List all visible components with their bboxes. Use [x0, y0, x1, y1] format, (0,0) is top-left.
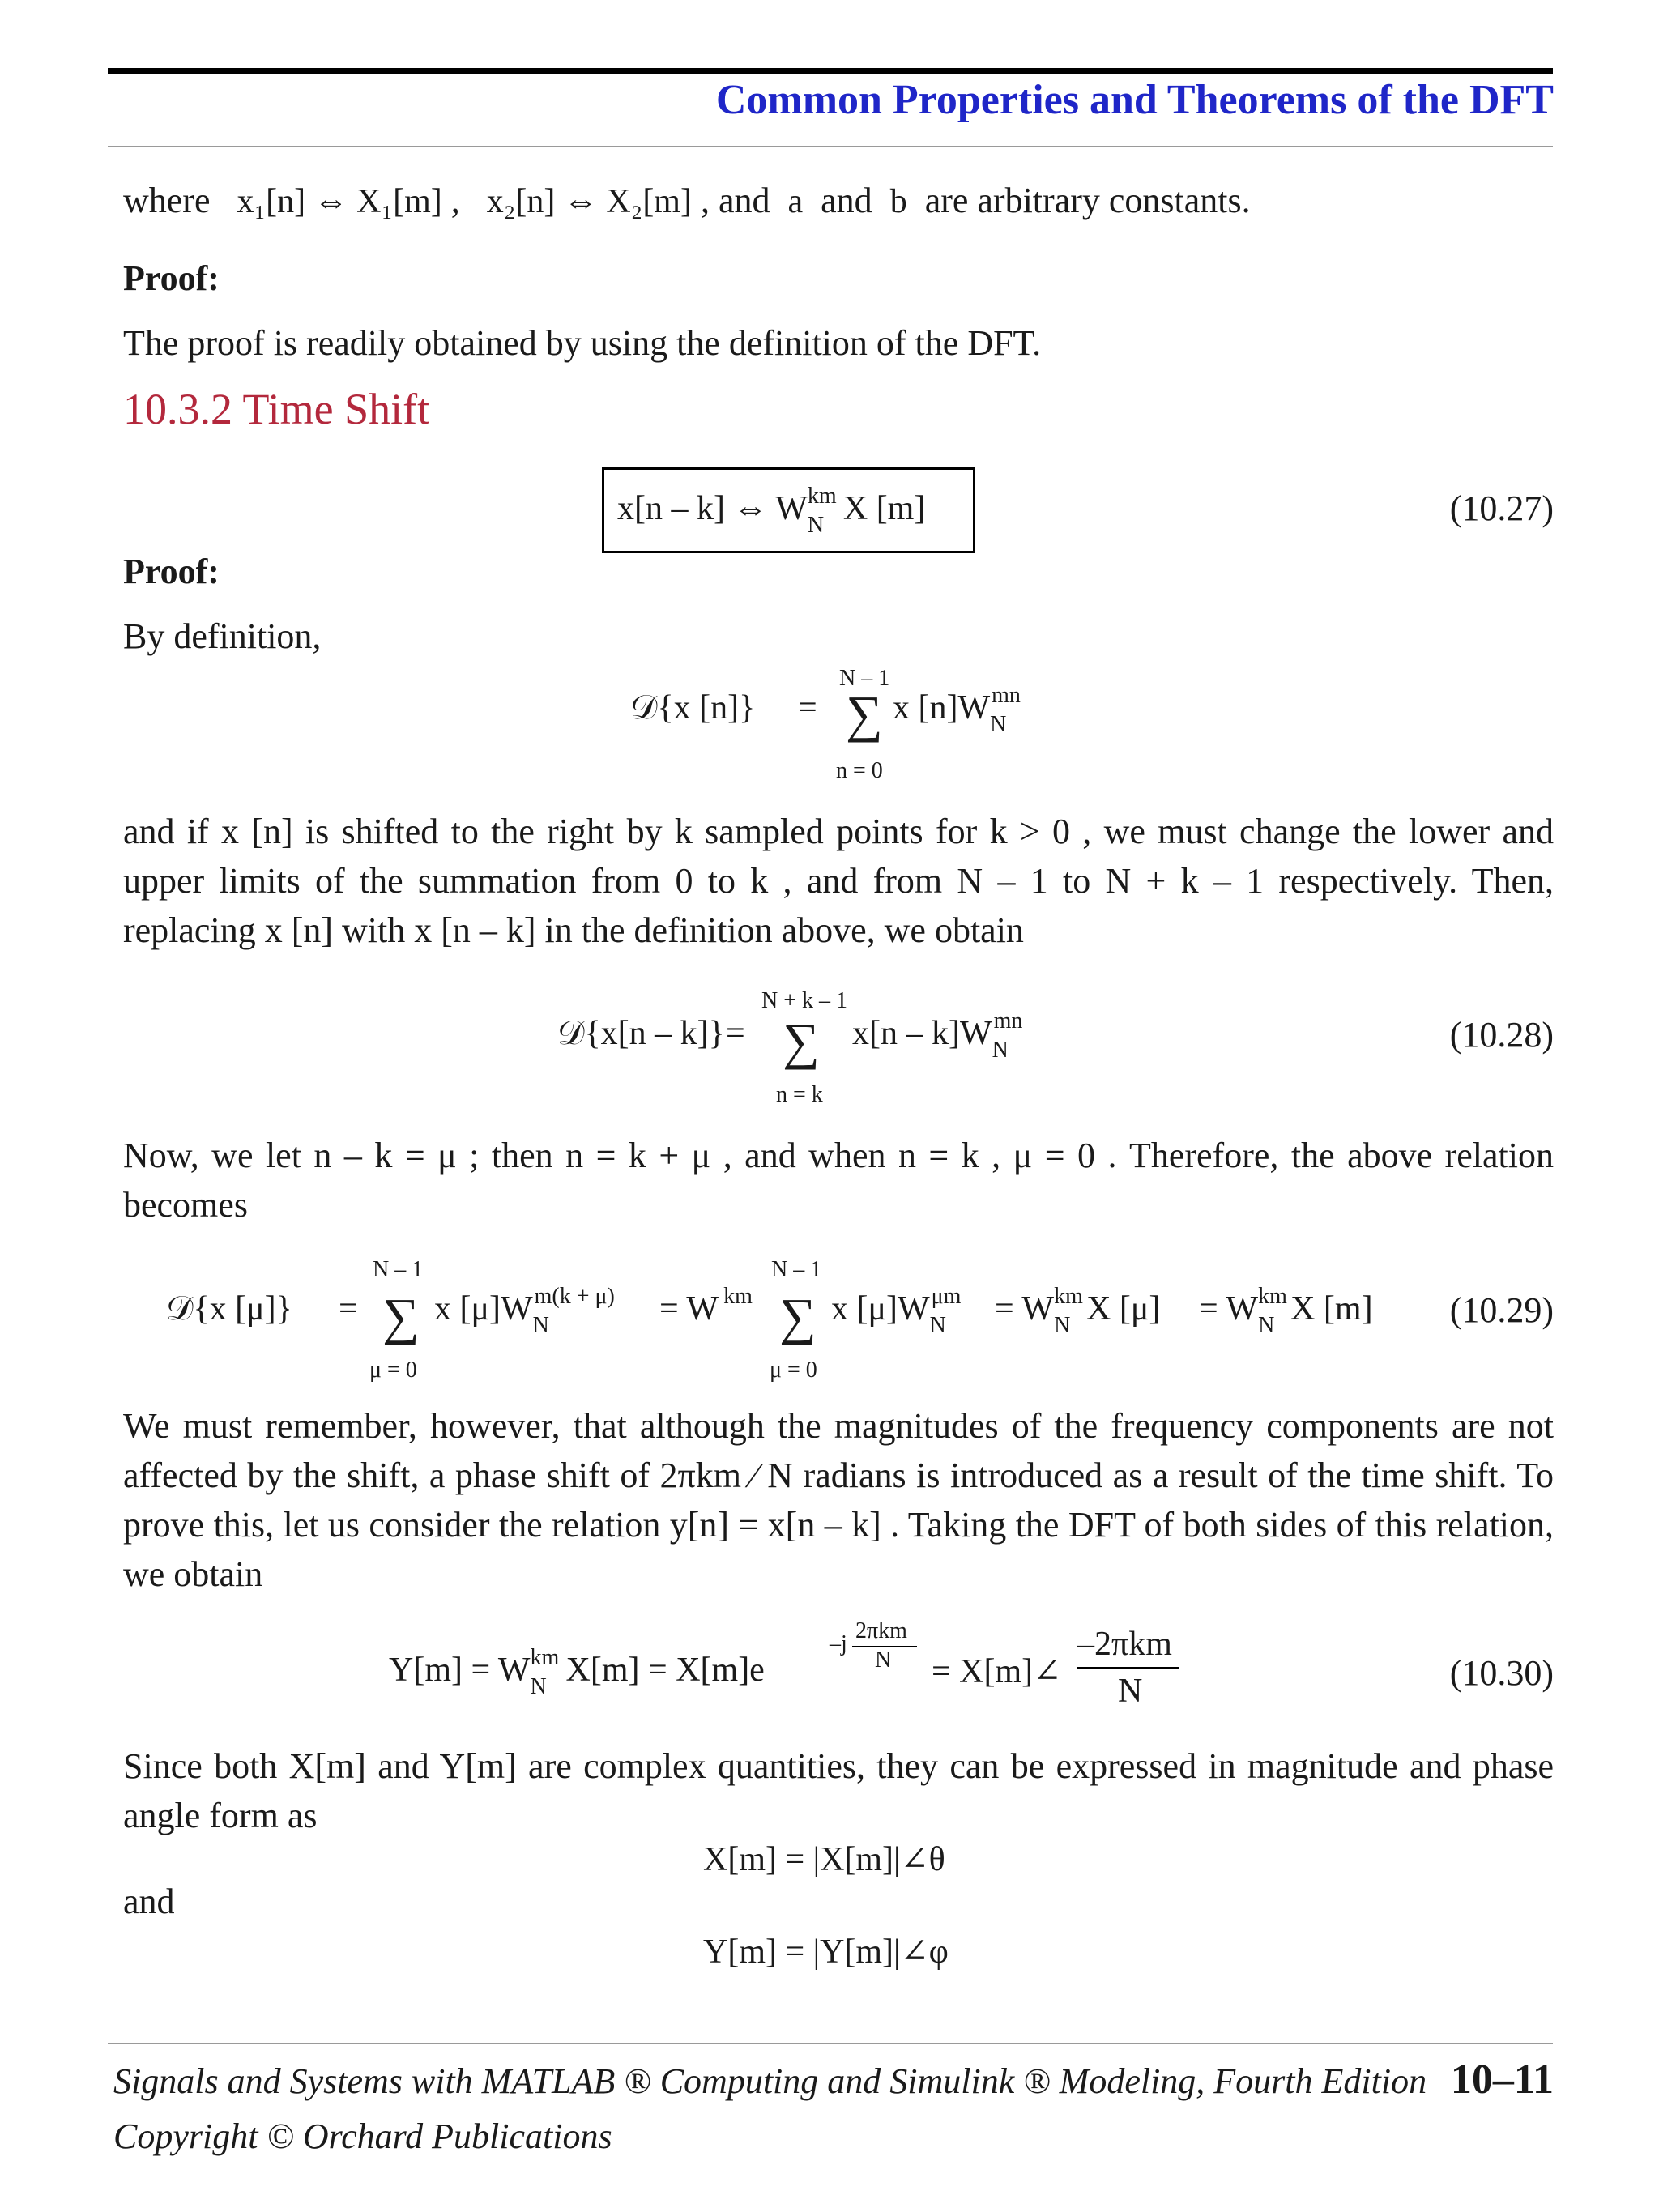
paragraph-substitution: Now, we let n – k = μ ; then n = k + μ , and when n = k , μ = 0 . Therefore, the above relation becomes [123, 1136, 1555, 1225]
eq28-superscript: mn [993, 1008, 1023, 1034]
proof-text-1: The proof is readily obtained by using the definition of the DFT. [123, 323, 1042, 363]
intro-rest: are arbitrary constants. [924, 181, 1251, 220]
eq29-term-2 [831, 1284, 962, 1338]
eq29-term-4: X [m] [1290, 1290, 1373, 1328]
eq29-subscript-4: N [1054, 1313, 1071, 1338]
proof-label-2: Proof: [123, 552, 220, 591]
eq30-rhs: = X[m]∠ [932, 1653, 1062, 1690]
header-divider [108, 146, 1553, 147]
eq29-lower-limit-1: μ = 0 [369, 1357, 417, 1383]
eq27-lhs: x[n – k] ⇔ W [617, 490, 808, 527]
eq30-exponent-fraction-bar [852, 1646, 917, 1647]
eq29-equals-1: = [339, 1290, 358, 1328]
eq30-fraction-bar [1077, 1667, 1179, 1669]
and-word: and [123, 1882, 175, 1921]
intro-and-2: and [821, 181, 872, 220]
footer-copyright: Copyright © Orchard Publications [113, 2116, 612, 2156]
equation-box-10-27 [602, 467, 975, 553]
eq29-lower-limit-2: μ = 0 [770, 1357, 817, 1383]
eq-y-magnitude-phase: Y[m] = |Y[m]|∠φ [703, 1933, 949, 1971]
section-heading: 10.3.2 Time Shift [123, 385, 430, 433]
eq-def-subscript: N [990, 712, 1007, 737]
equation-number-10-30: (10.30) [1449, 1653, 1554, 1693]
eq30-exponent-numerator: 2πkm [855, 1618, 907, 1643]
proof-text-2: By definition, [123, 616, 322, 656]
intro-and: , and [700, 181, 770, 220]
intro-where: where [123, 181, 211, 220]
eq30-middle: X[m] = X[m]e [565, 1652, 765, 1689]
intro-a: a [787, 183, 804, 220]
eq-def-lower-limit: n = 0 [836, 758, 883, 783]
eq29-equals-2 [659, 1284, 754, 1328]
eq28-term-text: x[n – k]W [852, 1015, 992, 1052]
eq27-rhs: X [m] [842, 490, 926, 527]
eq30-lhs [389, 1645, 765, 1699]
eq29-equals-4 [1199, 1284, 1373, 1338]
intro-pair-1: x₁[n] ⇔ X₁[m] [237, 183, 442, 220]
eq29-superscript-2: km [723, 1284, 753, 1309]
intro-comma: , [450, 181, 460, 220]
eq30-superscript: km [530, 1645, 560, 1670]
eq28-lower-limit: n = k [776, 1082, 823, 1107]
footer-divider [108, 2043, 1553, 2044]
eq-def-upper-limit: N – 1 [839, 666, 890, 691]
paragraph-shift-limits: and if x [n] is shifted to the right by k sampled points for k > 0 , we must change the lower and upper limits of the summation from 0 to k , and from N – 1 to N + k – 1 respectively. Then, replacing x [n] with x [n – k] in the definition above, we obtain [123, 812, 1554, 950]
footer-book-title: Signals and Systems with MATLAB ® Computing and Simulink ® Modeling, Fourth Edition [113, 2061, 1427, 2101]
eq29-term-1 [434, 1284, 630, 1338]
eq28-lhs: 𝒟{x[n – k]} [557, 1015, 725, 1052]
eq-def-superscript: mn [992, 683, 1021, 708]
eq29-equals-3-text: = W [995, 1290, 1055, 1328]
eq29-equals-3 [995, 1284, 1161, 1338]
running-header-title: Common Properties and Theorems of the DFT [715, 77, 1554, 123]
eq29-upper-limit-2: N – 1 [771, 1257, 822, 1282]
eq29-term-1-text: x [μ]W [434, 1290, 533, 1328]
eq-def-term-text: x [n]W [893, 689, 991, 727]
eq29-superscript-1: m(k + μ) [534, 1284, 615, 1309]
proof-label-1: Proof: [123, 258, 220, 298]
eq29-lhs: 𝒟{x [μ]} [166, 1290, 292, 1328]
paragraph-complex-quantities: Since both X[m] and Y[m] are complex quantities, they can be expressed in magnitude and phase angle form as [123, 1746, 1554, 1835]
header-rule [108, 68, 1553, 74]
eq29-superscript-5: km [1258, 1284, 1287, 1309]
eq28-term [852, 1008, 1025, 1063]
eq-def-term [893, 683, 1022, 737]
equation-number-10-29: (10.29) [1449, 1290, 1554, 1330]
eq30-exponent-denominator: N [875, 1647, 892, 1673]
eq29-term-2-text: x [μ]W [831, 1290, 930, 1328]
equation-number-10-27: (10.27) [1449, 488, 1554, 528]
intro-pair-2: x₂[n] ⇔ X₂[m] [486, 183, 692, 220]
eq29-equals-2-text: = W [659, 1290, 719, 1328]
eq29-subscript-3: N [929, 1313, 946, 1338]
eq29-superscript-3: μm [931, 1284, 962, 1309]
eq29-sigma-2: ∑ [779, 1288, 817, 1345]
eq29-sigma-1: ∑ [382, 1288, 420, 1345]
eq-def-equals: = [798, 689, 817, 727]
intro-b: b [889, 183, 907, 220]
footer-page-number: 10–11 [1450, 2056, 1554, 2103]
equation-number-10-28: (10.28) [1449, 1015, 1554, 1055]
eq30-exponent-sign: –j [830, 1631, 847, 1656]
eq29-subscript-1: N [532, 1313, 549, 1338]
paragraph-phase-shift: We must remember, however, that although the magnitudes of the frequency components are not affected by the shift, a phase shift of 2πkm ⁄ N radians is introduced as a result of the time shift. To prove this, let us consider the relation y[n] = x[n – k] . Taking the DFT of both sides of this relation, we obtain [123, 1406, 1554, 1594]
eq29-upper-limit-1: N – 1 [373, 1257, 424, 1282]
eq29-subscript-5: N [1258, 1313, 1275, 1338]
eq30-fraction-denominator: N [1118, 1673, 1143, 1710]
eq28-subscript: N [992, 1038, 1009, 1063]
eq30-fraction-numerator: –2πkm [1077, 1626, 1172, 1663]
intro-line [123, 180, 1251, 221]
eq28-sigma: ∑ [783, 1012, 820, 1070]
eq28-equals: = [726, 1015, 745, 1052]
eq-def-lhs: 𝒟{x [n]} [630, 689, 756, 727]
eq27-superscript: km [807, 484, 837, 509]
eq-x-magnitude-phase: X[m] = |X[m]|∠θ [703, 1841, 945, 1878]
eq28-upper-limit: N + k – 1 [761, 988, 848, 1013]
eq29-superscript-4: km [1054, 1284, 1083, 1309]
eq29-equals-4-text: = W [1199, 1290, 1259, 1328]
eq29-term-3: X [μ] [1086, 1290, 1161, 1328]
eq27-expression [617, 484, 926, 538]
eq30-lhs-text: Y[m] = W [389, 1652, 531, 1689]
eq-def-sigma: ∑ [846, 685, 883, 743]
eq30-subscript: N [530, 1674, 547, 1699]
eq27-subscript: N [807, 513, 825, 538]
